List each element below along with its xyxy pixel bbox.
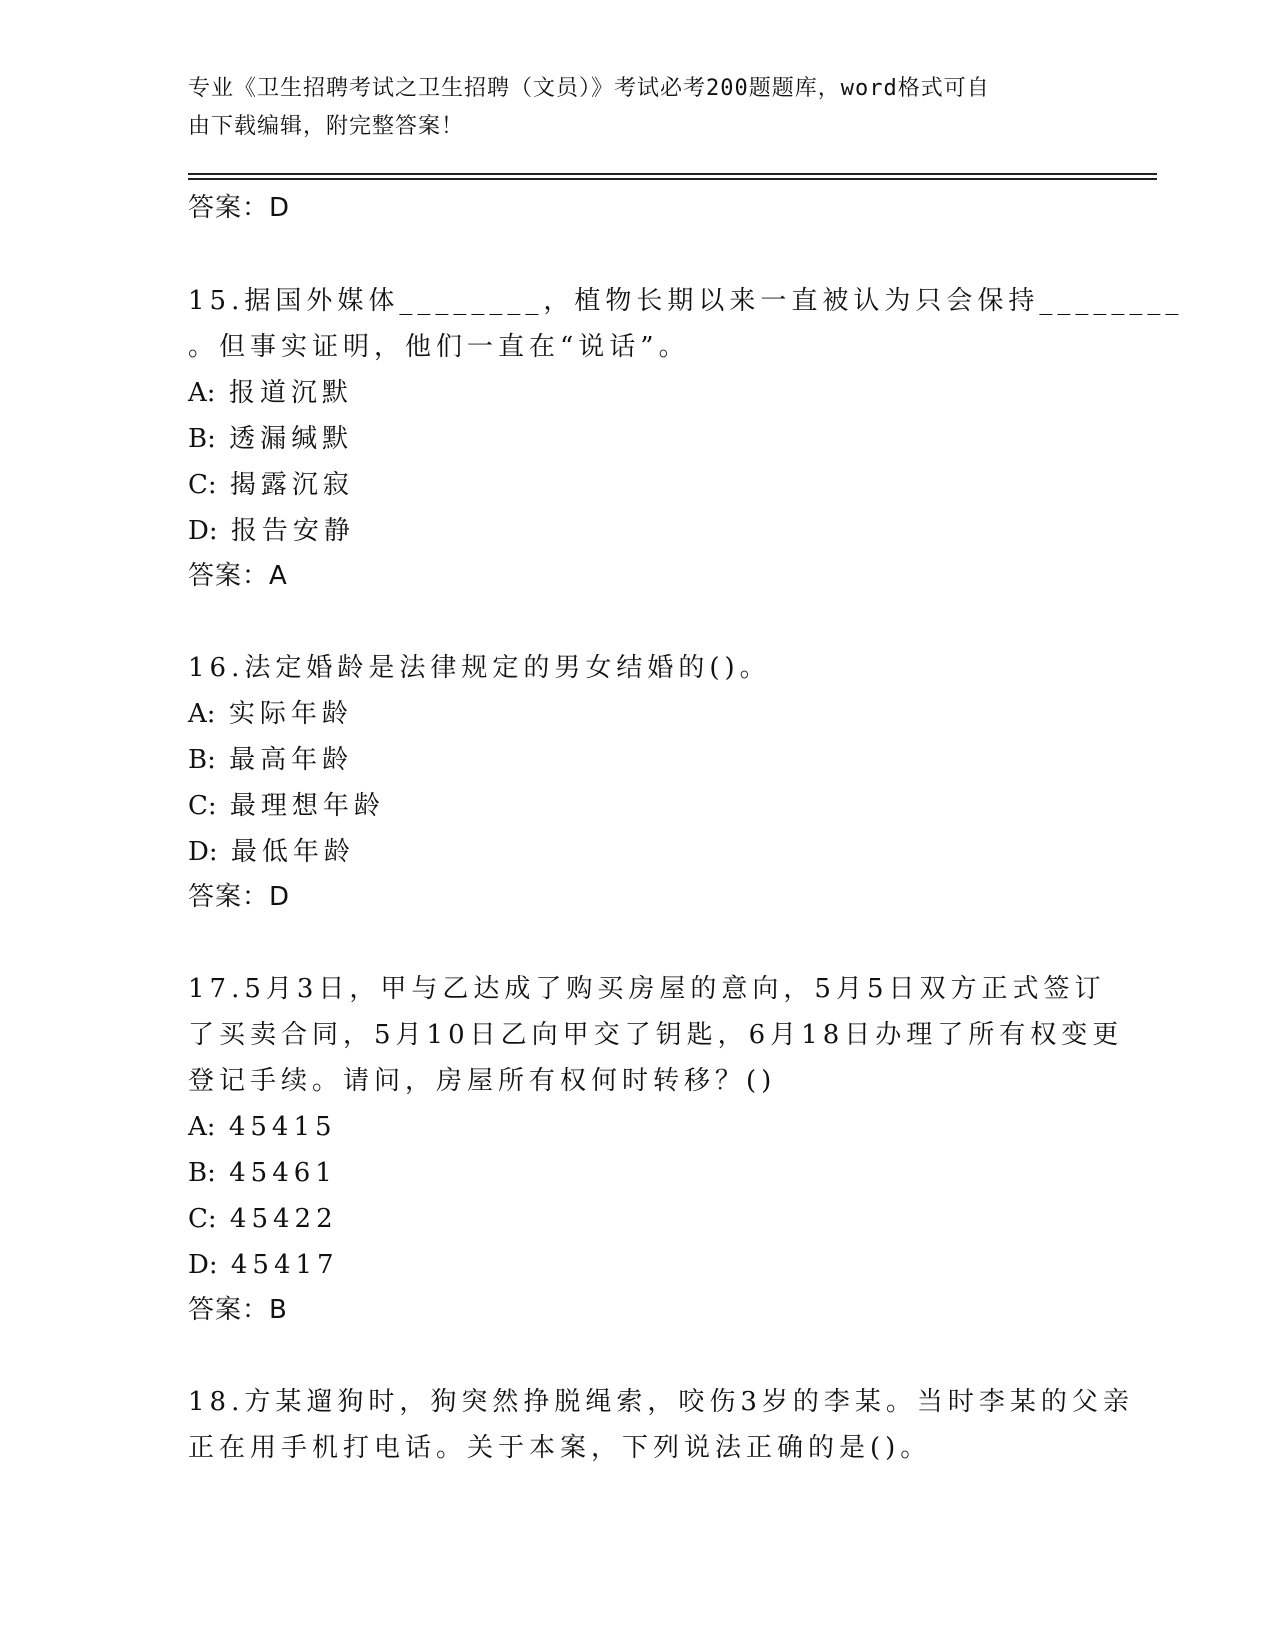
option-d: D: 最低年龄 [188,837,355,867]
question-18 [188,1379,1134,1471]
option-d: D: 45417 [188,1250,339,1280]
header-rule-bottom [188,178,1157,180]
option-a: A: 实际年龄 [188,699,353,729]
question-stem-line: 正在用手机打电话。关于本案，下列说法正确的是()。 [188,1433,932,1463]
question-15 [188,278,1184,598]
header-line-1: 专业《卫生招聘考试之卫生招聘（文员）》考试必考200题题库，word格式可自 [188,76,990,101]
option-a: A: 报道沉默 [188,378,353,408]
option-c: C: 最理想年龄 [188,791,385,821]
question-stem-line: 18.方某遛狗时，狗突然挣脱绳索，咬伤3岁的李某。当时李某的父亲 [188,1387,1134,1417]
header-line-2: 由下载编辑，附完整答案！ [188,114,465,139]
question-16 [188,645,1088,919]
option-b: B: 最高年龄 [188,745,354,775]
option-d: D: 报告安静 [188,516,355,546]
option-b: B: 透漏缄默 [188,424,354,454]
question-stem-line: 16.法定婚龄是法律规定的男女结婚的()。 [188,653,771,683]
option-a: A: 45415 [188,1112,337,1142]
option-b: B: 45461 [188,1158,337,1188]
header-rule-top [188,173,1157,175]
answer-line: 答案：D [188,193,291,223]
question-stem-line: 了买卖合同，5月10日乙向甲交了钥匙，6月18日办理了所有权变更 [188,1020,1124,1050]
option-c: C: 揭露沉寂 [188,470,354,500]
document-header [188,70,1068,146]
answer-line: 答案：A [188,561,288,591]
question-list [188,186,1184,1518]
question-stem-line: 17.5月3日，甲与乙达成了购买房屋的意向，5月5日双方正式签订 [188,974,1106,1004]
question-stem-line: 。但事实证明，他们一直在“说话”。 [188,332,690,362]
option-c: C: 45422 [188,1204,338,1234]
question-stem-line: 登记手续。请问，房屋所有权何时转移？() [188,1066,777,1096]
answer-line: 答案：D [188,882,291,912]
answer-line: 答案：B [188,1295,288,1325]
question-17 [188,966,1124,1332]
question-stem-line: 15.据国外媒体________，植物长期以来一直被认为只会保持________ [188,286,1184,316]
